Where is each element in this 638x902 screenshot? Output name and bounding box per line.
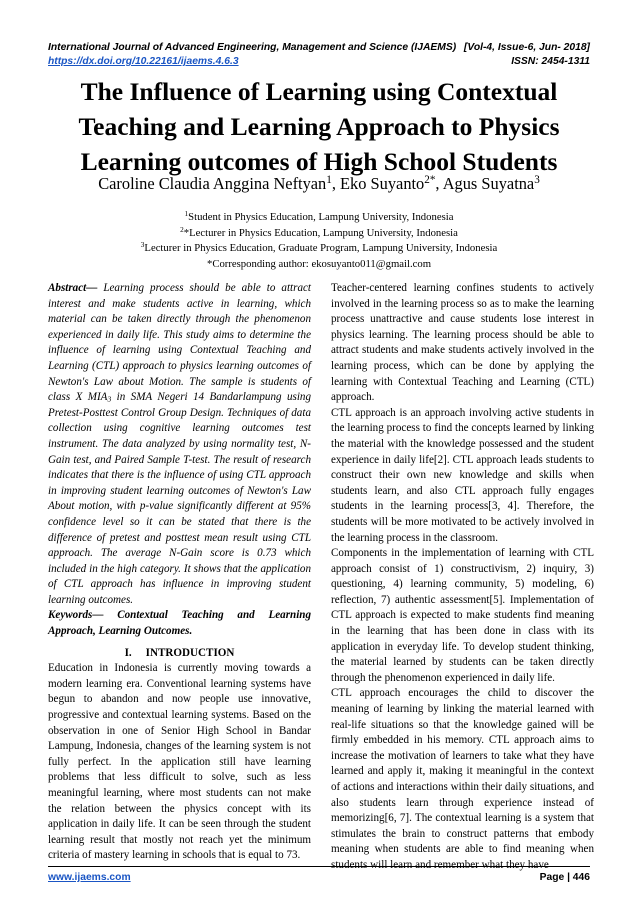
- page-number: Page | 446: [539, 872, 590, 883]
- running-header: [48, 42, 590, 67]
- keywords-label: Keywords—: [48, 609, 104, 622]
- body-paragraph: CTL approach encourages the child to discover the meaning of learning by linking the material learned with real-life situations so that the knowledge gained will be firmly embedded in his memory. CTL approach aims to increase the motivation of learners to take what they have learned and apply it, making it meaningful in the context of actions and interactions within their daily situations, and also students learn through experience instead of memorizing[6, 7]. The contextual learning is a system that stimulates the brain to construct patterns that embody meaning when students are able to find meaning when students will learn and remember what they have: [331, 687, 594, 871]
- corresponding-author: *Corresponding author: ekosuyanto011@gmail.com: [206, 257, 432, 270]
- author-affil-mark: 1: [326, 173, 332, 186]
- abstract-text: in SMA Negeri 14 Bandarlampung using Pretest-Posttest Control Group Design. Techniques of data collection using cognitive learning outcomes test instrument. The data analyzed by using normality test, N-Gain test, and Paired Sample T-test. The result of research indicates that there is the influence of using CTL approach in improving student learning outcomes of Newton's Law About motion, with p-value significantly different at 95% confidence level so it can be stated that there is the difference of pretest and posttest mean result using CTL approach. The average N-Gain score is 0.73 which included in the high category. It shows that the application of CTL approach has influence in improving student learning outcomes.: [48, 391, 311, 606]
- affil-text: *Lecturer in Physics Education, Lampung University, Indonesia: [183, 226, 458, 239]
- affiliation-line: [40, 241, 598, 257]
- author-name: Caroline Claudia Anggina Neftyan: [98, 174, 327, 193]
- author-affil-mark: 2*: [424, 173, 436, 186]
- abstract: [48, 281, 311, 608]
- intro-paragraph: Education in Indonesia is currently moving towards a modern learning era. Conventional learning systems have begun to abandon and now people use innovative, progressive and contextual learning systems. Based on the observation in one of Senior High School in Bandar Lampung, Indonesia, changes of the learning system is not fully perfect. In the application still have learning problems that less difficult to solve, such as less meaningful learning, where most students can not make the relation between the physics concept with its application in daily life. It can be seen through the student learning result that mostly not reach yet the minimum criteria of mastery learning in schools that is equal to 73.: [48, 662, 311, 862]
- right-column: [331, 281, 594, 874]
- title-line: The Influence of Learning using Contextual: [80, 77, 558, 106]
- keywords: [48, 608, 311, 639]
- abstract-label: Abstract—: [48, 282, 98, 294]
- author-name: Agus Suyatna: [442, 174, 535, 193]
- section-heading: [48, 646, 311, 662]
- title-line: Learning outcomes of High School Students: [80, 147, 558, 176]
- doi-link[interactable]: https://dx.doi.org/10.22161/ijaems.4.6.3: [48, 56, 239, 67]
- affil-text: Lecturer in Physics Education, Graduate Program, Lampung University, Indonesia: [144, 242, 498, 255]
- affil-mark: 3: [140, 241, 145, 250]
- section-number: I.: [124, 646, 132, 659]
- abstract-text: Learning process should be able to attract interest and make students active in learning, which material can be taken directly through the phenomenon experienced in daily life. This study aims to determine the influence of learning using Contextual Teaching and Learning (CTL) approach to physics learning outcomes of Newton's Law about Motion. The sample is students of class X MIA: [48, 282, 311, 404]
- body-paragraph: CTL approach is an approach involving active students in the learning process to find the concepts learned by linking the material with the knowledge possessed and the student experience in daily life[2]. CTL approach leads students to construct their own new knowledge and skills when students learn, and also CTL approach fully engages students in the learning process[3, 4]. Therefore, the students will be more motivated to be actively involved in the learning process in the classroom.: [331, 406, 594, 544]
- body-paragraph: Components in the implementation of learning with CTL approach consist of 1) constructivism, 2) inquiry, 3) questioning, 4) learning community, 5) modeling, 6) reflection, 7) authentic assessment[5]. Implementation of CTL approach is expected to make students find meaning in the learning that has been done in class with its application in everyday life. To develop student thinking, the material learned by students can be taken directly through the phenomenon experienced in daily life.: [331, 547, 594, 684]
- paper-title: [40, 74, 598, 179]
- affiliations: [40, 210, 598, 272]
- author-name: Eko Suyanto: [340, 174, 425, 193]
- author-affil-mark: 3: [534, 173, 540, 186]
- section-title: INTRODUCTION: [145, 646, 235, 659]
- title-line: Teaching and Learning Approach to Physics: [78, 112, 560, 141]
- journal-name: International Journal of Advanced Engineering, Management and Science (IJAEMS): [48, 42, 457, 53]
- affil-text: Student in Physics Education, Lampung University, Indonesia: [188, 211, 454, 223]
- page-footer: [48, 866, 590, 883]
- body-paragraph: Teacher-centered learning confines students to actively involved in the learning process so as to make the learning process unattractive and cause students lose interest in physics learning. The learning process should be able to attract students and make students actively involved in the learning process, which can be done by applying the learning with Contextual Teaching and Learning (CTL) approach.: [331, 282, 594, 404]
- abstract-subscript: 3: [107, 394, 112, 404]
- issn: ISSN: 2454-1311: [511, 56, 590, 67]
- author-separator: ,: [331, 174, 341, 193]
- affil-mark: 2: [180, 225, 184, 234]
- volume-info: [Vol-4, Issue-6, Jun- 2018]: [463, 42, 590, 53]
- left-column: [48, 281, 311, 864]
- author-separator: ,: [435, 174, 443, 193]
- affil-mark: 1: [184, 210, 189, 218]
- affiliation-line: [40, 226, 598, 242]
- affiliation-line: [40, 210, 598, 226]
- author-list: [40, 174, 598, 194]
- keywords-text: Contextual Teaching and Learning Approach, Learning Outcomes.: [48, 609, 311, 638]
- website-link[interactable]: www.ijaems.com: [48, 872, 131, 883]
